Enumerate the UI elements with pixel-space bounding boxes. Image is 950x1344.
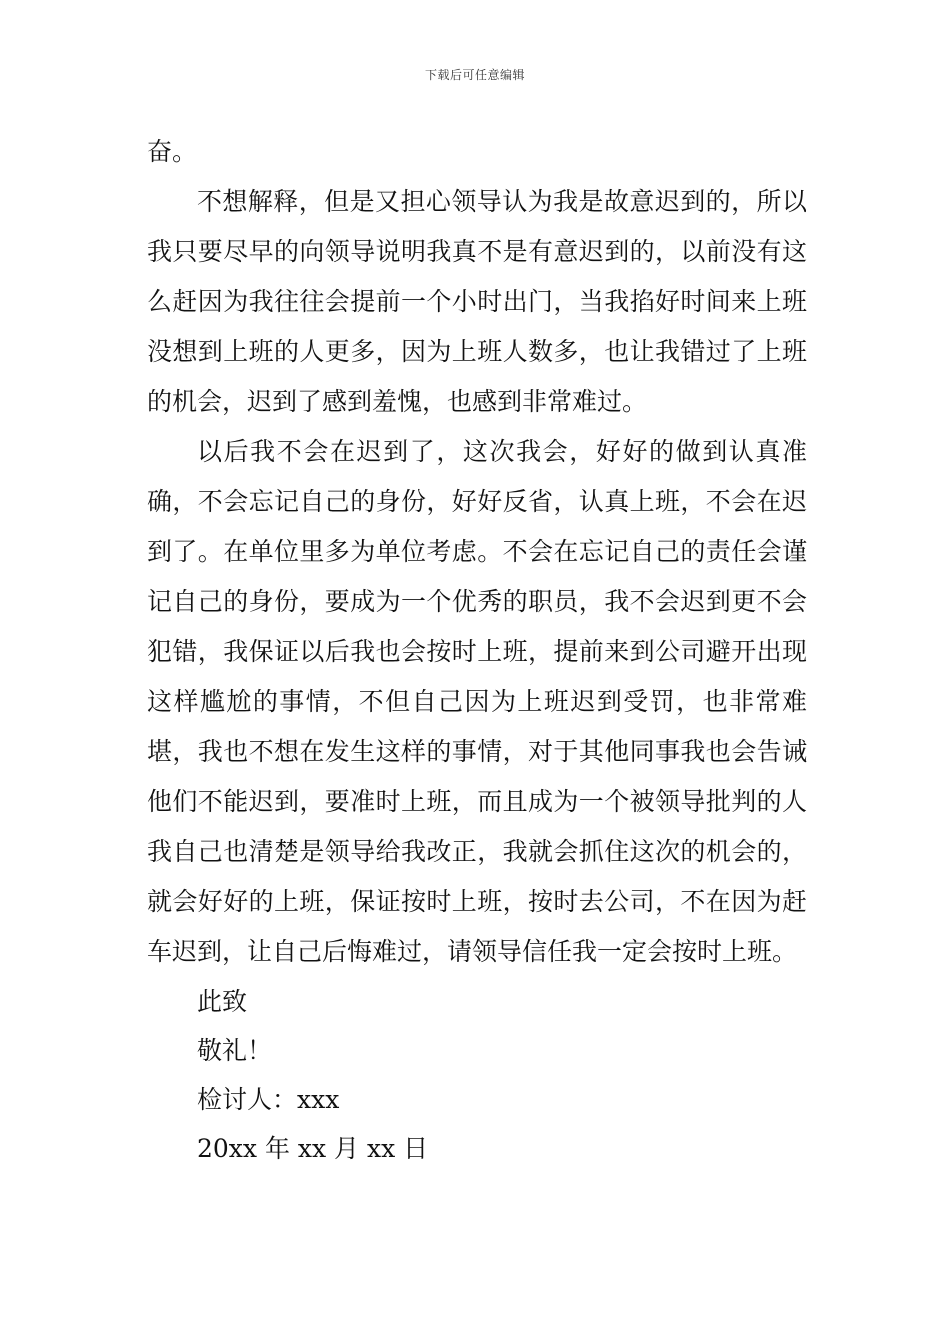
paragraph-3: 以后我不会在迟到了，这次我会，好好的做到认真准确，不会忘记自己的身份，好好反省，认真上班，不会在迟到了。在单位里多为单位考虑。不会在忘记自己的责任会谨记自己的身份，要成为一个优秀的职员，我不会迟到更不会犯错，我保证以后我也会按时上班，提前来到公司避开出现这样尴尬的事情，不但自己因为上班迟到受罚，也非常难堪，我也不想在发生这样的事情，对于其他同事我也会告诫他们不能迟到，要准时上班，而且成为一个被领导批判的人我自己也清楚是领导给我改正，我就会抓住这次的机会的，就会好好的上班，保证按时上班，按时去公司，不在因为赶车迟到，让自己后悔难过，请领导信任我一定会按时上班。 bbox=[147, 437, 807, 966]
closing-salutation: 此致 bbox=[197, 987, 248, 1016]
paragraph-2: 不想解释，但是又担心领导认为我是故意迟到的，所以我只要尽早的向领导说明我真不是有意迟到的，以前没有这么赶因为我往往会提前一个小时出门，当我掐好时间来上班没想到上班的人更多，因为上班人数多，也让我错过了上班的机会，迟到了感到羞愧，也感到非常难过。 bbox=[147, 187, 807, 416]
closing-respect: 敬礼！ bbox=[197, 1036, 273, 1065]
paragraph-1: 奋。 bbox=[147, 137, 198, 166]
closing-author: 检讨人：xxx bbox=[197, 1085, 340, 1114]
header-note: 下载后可任意编辑 bbox=[424, 68, 525, 82]
closing-date: 20xx 年 xx 月 xx 日 bbox=[197, 1134, 429, 1163]
document-body bbox=[147, 127, 807, 1173]
